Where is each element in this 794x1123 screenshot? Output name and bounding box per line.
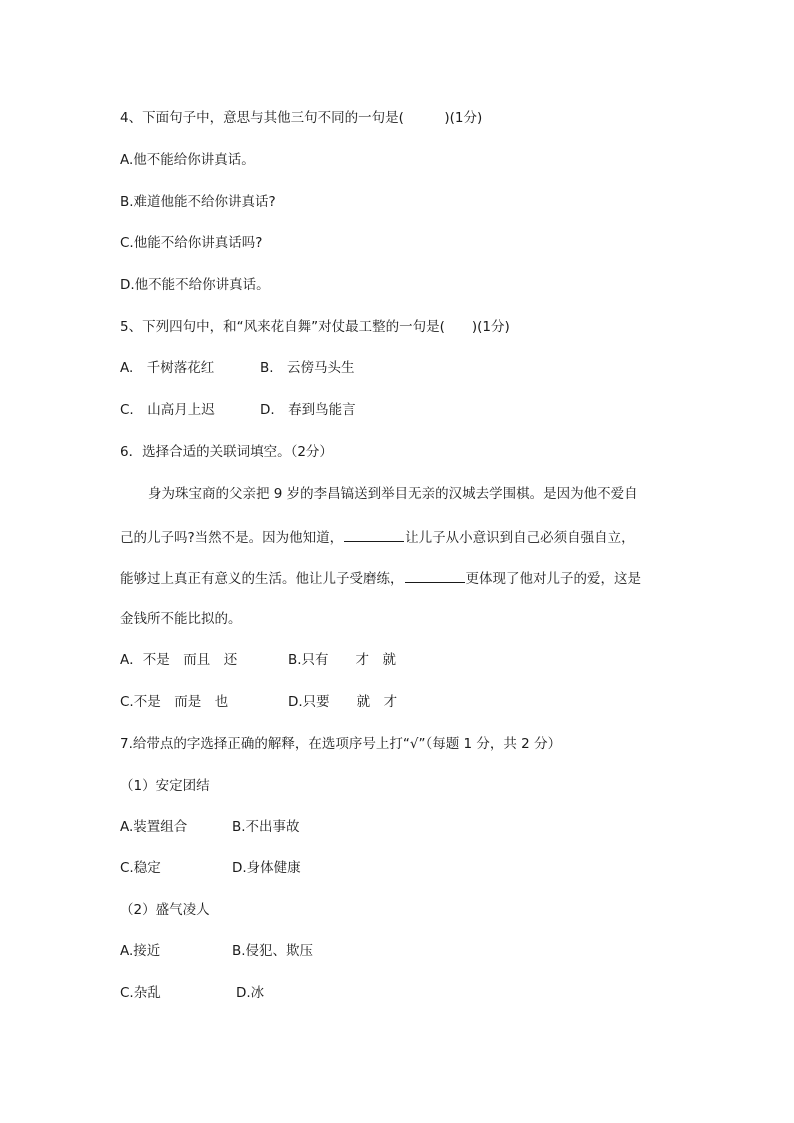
q6-passage-line4: 金钱所不能比拟的。 bbox=[120, 611, 242, 627]
q6-passage-line3 bbox=[120, 567, 641, 589]
q7-sub1-option-a: A.装置组合 bbox=[120, 819, 188, 835]
q6-passage-line1: 身为珠宝商的父亲把 9 岁的李昌镐送到举目无亲的汉城去学围棋。是因为他不爱自 bbox=[148, 486, 638, 502]
q5-option-c: C. 山高月上迟 bbox=[120, 402, 215, 418]
q7-sub2-options-row1 bbox=[120, 941, 313, 961]
q5-option-a: A. 千树落花红 bbox=[120, 360, 215, 376]
q6-passage-line2-pre: 己的儿子吗?当然不是。因为他知道， bbox=[120, 530, 344, 546]
q7-sub1-label: （1）安定团结 bbox=[120, 778, 210, 794]
q5-options-row2 bbox=[120, 400, 356, 420]
q7-sub1-option-c: C.稳定 bbox=[120, 860, 161, 876]
q6-passage-line2 bbox=[120, 526, 635, 548]
q7-sub2-options-row2 bbox=[120, 983, 264, 1003]
q4-option-b: B.难道他能不给你讲真话? bbox=[120, 194, 276, 210]
q5-options-row1 bbox=[120, 358, 355, 378]
q7-sub1-options-row1 bbox=[120, 817, 300, 837]
q6-stem: 6．选择合适的关联词填空。（2分） bbox=[120, 444, 333, 460]
q7-sub2-option-b: B.侵犯、欺压 bbox=[232, 943, 314, 959]
q6-option-c: C.不是 而是 也 bbox=[120, 694, 229, 710]
q6-blank-2[interactable] bbox=[405, 567, 465, 583]
q6-passage-line3-pre: 能够过上真正有意义的生活。他让儿子受磨练， bbox=[120, 571, 404, 587]
q5-option-d: D. 春到鸟能言 bbox=[260, 402, 356, 418]
q7-sub2-label: （2）盛气凌人 bbox=[120, 902, 210, 918]
q4-option-d: D.他不能不给你讲真话。 bbox=[120, 277, 270, 293]
q7-sub2-option-c: C.杂乱 bbox=[120, 985, 161, 1001]
q6-option-a: A．不是 而且 还 bbox=[120, 652, 238, 668]
q7-sub2-option-d: D.冰 bbox=[236, 985, 265, 1001]
q6-passage-line3-post: 更体现了他对儿子的爱，这是 bbox=[465, 571, 641, 587]
q6-passage-line2-post: 让儿子从小意识到自己必须自强自立， bbox=[405, 530, 635, 546]
q7-sub2-option-a: A.接近 bbox=[120, 943, 161, 959]
q6-option-d: D.只要 就 才 bbox=[288, 694, 398, 710]
q5-option-b: B. 云傍马头生 bbox=[260, 360, 355, 376]
q7-sub1-option-d: D.身体健康 bbox=[232, 860, 301, 876]
q7-sub1-option-b: B.不出事故 bbox=[232, 819, 300, 835]
q7-sub1-options-row2 bbox=[120, 858, 301, 878]
q6-options-row2 bbox=[120, 692, 397, 712]
q7-stem: 7.给带点的字选择正确的解释，在选项序号上打“√”（每题 1 分，共 2 分） bbox=[120, 736, 562, 752]
q4-stem: 4、下面句子中，意思与其他三句不同的一句是( )(1分) bbox=[120, 110, 483, 126]
q6-blank-1[interactable] bbox=[344, 526, 404, 542]
q6-options-row1 bbox=[120, 650, 396, 670]
q6-option-b: B.只有 才 就 bbox=[288, 652, 397, 668]
q5-stem: 5、下列四句中，和“风来花自舞”对仗最工整的一句是( )(1分) bbox=[120, 319, 510, 335]
q4-option-c: C.他能不给你讲真话吗? bbox=[120, 235, 263, 251]
q4-option-a: A.他不能给你讲真话。 bbox=[120, 152, 255, 168]
